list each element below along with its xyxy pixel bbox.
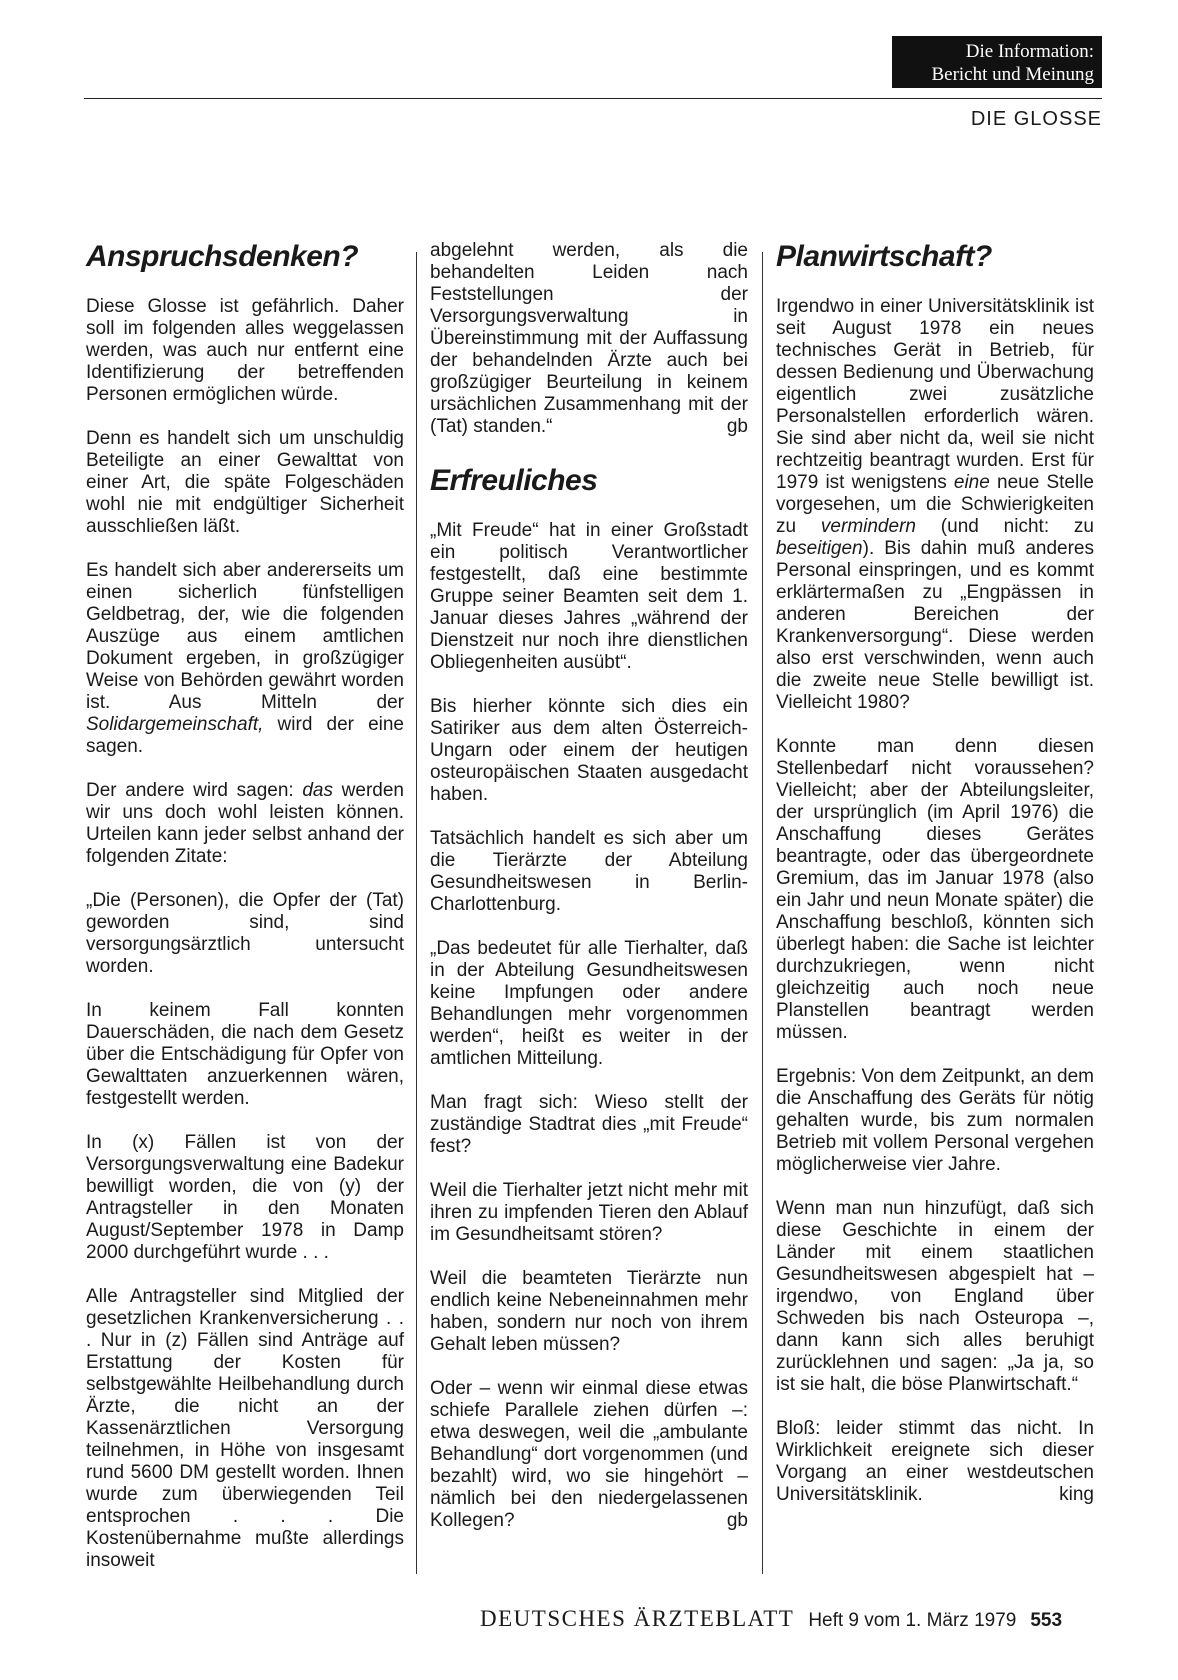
article-1-paragraph: Diese Glosse ist gefährlich. Daher soll im folgenden alles weggelassen werden, was auch nur entfernt eine Identifizierung der betreffenden Personen ermöglichen würde. — [86, 296, 404, 405]
article-3-paragraph: Konnte man denn diesen Stellenbedarf nicht voraussehen? Vielleicht; aber der Abteilungsleiter, der ursprünglich (im April 1976) die Anschaffung dieses Gerätes beantragte, oder das übergeordnete Gremium, das im Januar 1978 (also ein Jahr und neun Monate später) die Anschaffung beschloß, könnten sich überlegt haben: die Sache ist leichter durchzukriegen, wenn nicht gleichzeitig auch noch neue Planstellen beantragt werden müssen. — [776, 736, 1094, 1043]
page-footer — [480, 1606, 1062, 1632]
text-run: wird der eine sagen. — [86, 714, 404, 757]
author-signature: king — [1059, 1484, 1094, 1505]
article-2-paragraph: Bis hierher könnte sich dies ein Satiriker aus dem alten Österreich-Ungarn oder einem der heutigen osteuropäischen Staaten ausgedacht haben. — [430, 696, 748, 805]
article-3-paragraph: Ergebnis: Von dem Zeitpunkt, an dem die Anschaffung des Geräts für nötig gehalten wurde, bis zum normalen Betrieb mit vollem Personal vergehen möglicherweise vier Jahre. — [776, 1066, 1094, 1175]
article-1-paragraph: In (x) Fällen ist von der Versorgungsverwaltung eine Badekur bewilligt worden, die von (y) der Antragsteller in den Monaten August/September 1978 in Damp 2000 durchgeführt wurde . . . — [86, 1132, 404, 1263]
article-1-paragraph — [86, 560, 404, 758]
emphasis: Solidargemeinschaft, — [86, 714, 264, 735]
article-1-paragraph: „Die (Personen), die Opfer der (Tat) geworden sind, sind versorgungsärztlich untersucht worden. — [86, 890, 404, 977]
article-1-paragraph: In keinem Fall konnten Dauerschäden, die nach dem Gesetz über die Entschädigung für Opfer von Gewalttaten anzuerkennen wären, festgestellt werden. — [86, 1000, 404, 1109]
column-1 — [86, 240, 404, 1594]
header-box — [892, 36, 1102, 88]
text-run: (und nicht: zu — [915, 516, 1094, 537]
article-1-paragraph: Alle Antragsteller sind Mitglied der gesetzlichen Krankenversicherung . . . Nur in (z) Fällen sind Anträge auf Erstattung der Kosten für selbstgewählte Heilbehandlung durch Ärzte, die nicht an der Kassenärztlichen Versorgung teilnehmen, in Höhe von insgesamt rund 5600 DM gestellt worden. Ihnen wurde zum überwiegenden Teil entsprochen . . . Die Kostenübernahme mußte allerdings insoweit — [86, 1286, 404, 1571]
page-number: 553 — [1030, 1610, 1063, 1631]
text-run: abgelehnt werden, als die behandelten Leiden nach Feststellungen der Versorgungsverwaltung in Übereinstimmung mit der Auffassung der behandelnden Ärzte auch bei großzügiger Beurteilung in keinem ursächlichen Zusammenhang mit der (Tat) standen.“ — [430, 240, 748, 437]
article-2-paragraph: Weil die beamteten Tierärzte nun endlich keine Nebeneinnahmen mehr haben, sondern nur noch von ihrem Gehalt leben müssen? — [430, 1268, 748, 1355]
issue-info: Heft 9 vom 1. März 1979 — [808, 1610, 1017, 1631]
header-line-1: Die Information: — [965, 41, 1094, 62]
emphasis: eine — [953, 472, 990, 493]
article-3-paragraph: Wenn man nun hinzufügt, daß sich diese Geschichte in einem der Länder mit einem staatlichen Gesundheitswesen abgespielt hat – irgendwo, von England über Schweden bis nach Osteuropa –, dann kann sich alles beruhigt zurücklehnen und sagen: „Ja ja, so ist sie halt, die böse Planwirtschaft.“ — [776, 1198, 1094, 1395]
article-2-paragraph: Man fragt sich: Wieso stellt der zuständige Stadtrat dies „mit Freude“ fest? — [430, 1092, 748, 1157]
text-run: Irgendwo in einer Universitätsklinik ist seit August 1978 ein neues technisches Gerät in Betrieb, für dessen Bedienung und Überwachung eigentlich zwei zusätzliche Personalstellen erforderlich wären. Sie sind aber nicht da, weil sie nicht rechtzeitig beantragt wurden. Erst für 1979 ist wenigstens — [776, 296, 1094, 493]
article-2-paragraph: Weil die Tierhalter jetzt nicht mehr mit ihren zu impfenden Tieren den Ablauf im Gesundheitsamt stören? — [430, 1180, 748, 1245]
article-2-paragraph — [430, 1378, 748, 1532]
article-1-title: Anspruchsdenken? — [86, 240, 359, 273]
article-3-paragraph — [776, 1418, 1094, 1506]
article-3-paragraph — [776, 296, 1094, 714]
article-3-title: Planwirtschaft? — [776, 240, 992, 273]
text-run: Es handelt sich aber andererseits um einen sicherlich fünfstelligen Geldbetrag, der, wie die folgenden Auszüge aus einem amtlichen Dokument ergeben, in großzügiger Weise von Behörden gewährt worden ist. Aus Mitteln der — [86, 560, 404, 713]
emphasis: beseitigen — [776, 538, 863, 559]
emphasis: vermindern — [820, 516, 916, 537]
article-1-paragraph — [86, 780, 404, 868]
emphasis: das — [302, 780, 333, 801]
section-label: DIE GLOSSE — [970, 108, 1102, 130]
column-3 — [776, 240, 1094, 1528]
text-run: neue Stelle vorgesehen, um die Schwierigkeiten zu — [776, 472, 1094, 537]
article-1-paragraph: Denn es handelt sich um unschuldig Beteiligte an einer Gewalttat von einer Art, die späte Folgeschäden wohl nie mit endgültiger Sicherheit ausschließen läßt. — [86, 428, 404, 537]
text-run: Der andere wird sagen: — [86, 780, 303, 801]
header-rule — [84, 98, 1102, 99]
article-2-title: Erfreuliches — [430, 464, 598, 497]
author-signature: gb — [726, 1510, 748, 1531]
article-1-paragraph — [430, 240, 748, 438]
column-divider-1 — [416, 252, 417, 1574]
article-2-paragraph: Tatsächlich handelt es sich aber um die Tierärzte der Abteilung Gesundheitswesen in Berlin-Charlottenburg. — [430, 828, 748, 915]
column-2 — [430, 240, 748, 1554]
text-run: Bloß: leider stimmt das nicht. In Wirklichkeit ereignete sich dieser Vorgang an einer westdeutschen Universitätsklinik. — [776, 1418, 1094, 1505]
text-run: werden wir uns doch wohl leisten können. Urteilen kann jeder selbst anhand der folgenden Zitate: — [86, 780, 404, 867]
article-2-paragraph: „Das bedeutet für alle Tierhalter, daß in der Abteilung Gesundheitswesen keine Impfungen oder andere Behandlungen mehr vorgenommen werden“, heißt es weiter in der amtlichen Mitteilung. — [430, 938, 748, 1069]
journal-name: DEUTSCHES ÄRZTEBLATT — [480, 1606, 795, 1631]
text-run: ). Bis dahin muß anderes Personal einspringen, und es kommt erklärtermaßen zu „Engpässen in anderen Bereichen der Krankenversorgung“. Diese werden also erst verschwinden, wenn auch die zweite neue Stelle bewilligt ist. Vielleicht 1980? — [776, 538, 1094, 713]
text-run: Oder – wenn wir einmal diese etwas schiefe Parallele ziehen dürfen –: etwa deswegen, weil die „ambulante Behandlung“ dort vorgenommen (und bezahlt) wird, wo sie hingehört – nämlich bei den niedergelassenen Kollegen? — [430, 1378, 748, 1531]
article-2-paragraph: „Mit Freude“ hat in einer Großstadt ein politisch Verantwortlicher festgestellt, daß eine bestimmte Gruppe seiner Beamten seit dem 1. Januar dieses Jahres „während der Dienstzeit nur noch ihre dienstlichen Obliegenheiten ausübt“. — [430, 520, 748, 673]
column-divider-2 — [762, 252, 763, 1574]
header-line-2: Bericht und Meinung — [931, 64, 1094, 85]
author-signature: gb — [726, 416, 748, 437]
